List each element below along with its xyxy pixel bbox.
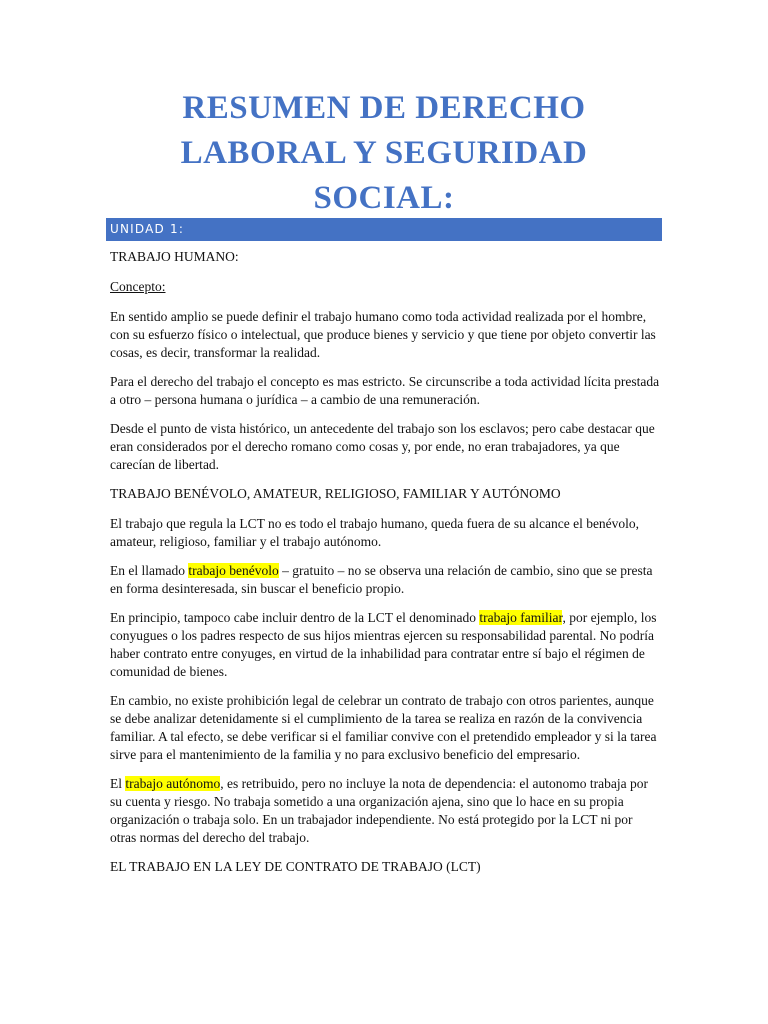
text-segment: En el llamado: [110, 563, 189, 578]
title-line-1: RESUMEN DE DERECHO: [182, 90, 586, 126]
highlight-trabajo-benevolo: trabajo benévolo: [188, 563, 279, 578]
text-segment: , por ejemplo, los conyugues o los padres respecto de sus hijos mientras ejercen su responsabilidad parental. No podría haber contrato entre conyuges, en virtud de la inhabilidad para contratar entre sí bajo el régimen de comunidad de bienes.: [110, 610, 657, 679]
text-segment: En principio, tampoco cabe incluir dentro de la LCT el denominado: [110, 610, 480, 625]
title-line-3: SOCIAL:: [313, 180, 455, 216]
paragraph-lct-scope: El trabajo que regula la LCT no es todo el trabajo humano, queda fuera de su alcance el benévolo, amateur, religioso, familiar y el trabajo autónomo.: [110, 516, 640, 549]
heading-trabajo-benevolo: TRABAJO BENÉVOLO, AMATEUR, RELIGIOSO, FAMILIAR Y AUTÓNOMO: [110, 486, 561, 501]
heading-trabajo-lct: EL TRABAJO EN LA LEY DE CONTRATO DE TRABAJO (LCT): [110, 859, 481, 874]
heading-trabajo-humano: TRABAJO HUMANO:: [110, 249, 239, 264]
document-title: [106, 86, 662, 221]
highlight-trabajo-autonomo: trabajo autónomo: [125, 776, 221, 791]
paragraph-benevolo: [110, 562, 662, 598]
paragraph-historical: Desde el punto de vista histórico, un antecedente del trabajo son los esclavos; pero cabe destacar que eran considerados por el derecho romano como cosas y, por ende, no eran trabajadores, ya que carecían de libertad.: [110, 421, 655, 472]
title-line-2: LABORAL Y SEGURIDAD: [180, 135, 588, 171]
paragraph-definition: En sentido amplio se puede definir el trabajo humano como toda actividad realizada por el hombre, con su esfuerzo físico o intelectual, que produce bienes y servicio y que tiene por objeto convertir las cosas, es decir, transformar la realidad.: [110, 309, 656, 360]
section-label: UNIDAD 1:: [110, 222, 185, 236]
text-segment: , es retribuido, pero no incluye la nota de dependencia: el autonomo trabaja por su cuenta y riesgo. No trabaja sometido a una organización ajena, sino que lo hace en su propia organización o trabaja solo. En un trabajador independiente. No está protegido por la LCT ni por otras normas del derecho del trabajo.: [110, 776, 648, 845]
paragraph-parientes: En cambio, no existe prohibición legal de celebrar un contrato de trabajo con otros parientes, aunque se debe analizar detenidamente si el cumplimiento de la tarea se realiza en razón de la convivencia familiar. A tal efecto, se debe verificar si el familiar convive con el pretendido empleador y si la tarea sirve para el mantenimiento de la familia y no para exclusivo beneficio del empresario.: [110, 693, 657, 762]
paragraph-strict-concept: Para el derecho del trabajo el concepto es mas estricto. Se circunscribe a toda actividad lícita prestada a otro – persona humana o jurídica – a cambio de una remuneración.: [110, 374, 660, 407]
highlight-trabajo-familiar: trabajo familiar: [479, 610, 563, 625]
paragraph-familiar: [110, 609, 662, 681]
concepto-label: Concepto:: [110, 279, 166, 294]
paragraph-autonomo: [110, 775, 662, 847]
section-heading-bar: [106, 218, 662, 241]
text-segment: – gratuito – no se observa una relación de cambio, sino que se presta en forma desinteresada, sin buscar el beneficio propio.: [110, 563, 653, 596]
document-body: [110, 248, 662, 887]
text-segment: El: [110, 776, 126, 791]
